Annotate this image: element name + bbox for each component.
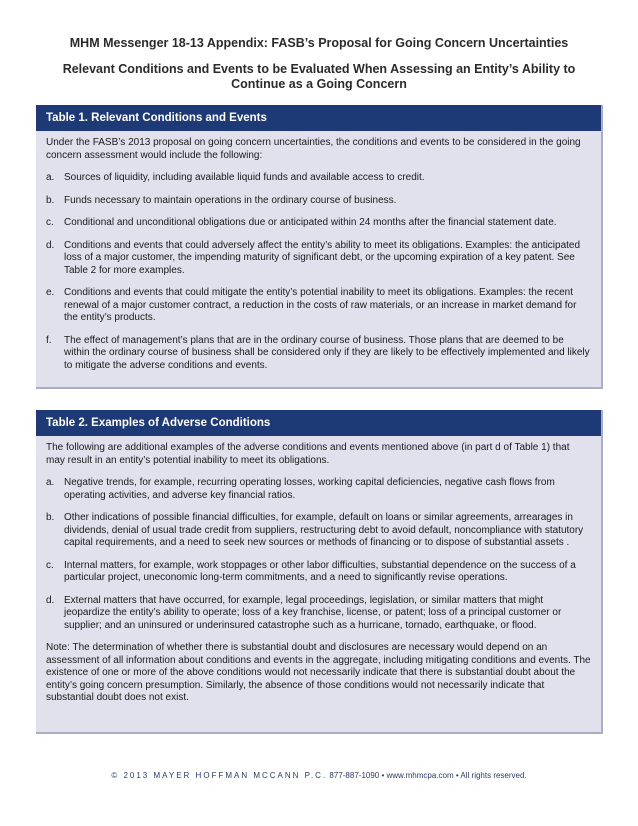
table-2-body: [36, 436, 601, 705]
list-item-text: Funds necessary to maintain operations in the ordinary course of business.: [64, 194, 397, 206]
contact-text: 877-887-1090 • www.mhmcpa.com • All rights reserved.: [329, 771, 527, 780]
page-footer: [0, 771, 638, 780]
table-1-heading: Table 1. Relevant Conditions and Events: [36, 105, 601, 131]
list-item: [46, 595, 591, 633]
page-subtitle: [0, 62, 638, 92]
list-item-text: Internal matters, for example, work stoppages or other labor difficulties, substantial dependence on the success of a particular project, uneconomic long-term commitments, and a need to significantly revise operations.: [64, 559, 576, 583]
list-item-text: Conditions and events that could adversely affect the entity’s ability to meet its obligations. Examples: the anticipated loss of a major customer, the impending maturity of significant debt, or the upcoming expiration of a key patent. See Table 2 for more examples.: [64, 239, 581, 276]
list-item-letter: a.: [46, 172, 55, 183]
list-item-letter: f.: [46, 334, 52, 346]
list-item-letter: c.: [46, 217, 54, 228]
table-2-heading: Table 2. Examples of Adverse Conditions: [36, 410, 601, 436]
list-item-text: Conditional and unconditional obligations due or anticipated within 24 months after the financial statement date.: [64, 217, 557, 228]
list-item-letter: c.: [46, 559, 54, 571]
table-1-intro: Under the FASB’s 2013 proposal on going concern uncertainties, the conditions and events to be considered in the going concern assessment would include the following:: [46, 137, 581, 161]
table-2-intro: The following are additional examples of the adverse conditions and events mentioned above (in part d of Table 1) that may result in an entity’s potential inability to meet its obligations.: [46, 442, 570, 466]
list-item-letter: a.: [46, 477, 55, 488]
list-item: [46, 560, 591, 585]
list-item: [46, 240, 591, 278]
table-2-note: Note: The determination of whether there is substantial doubt and disclosures are necessary would depend on an assessment of all information about conditions and events in the aggregate, including mitigating conditions and events. The existence of one or more of the above conditions would not necessarily indicate that there is substantial doubt about the entity’s going concern presumption. Similarly, the absence of those conditions would not necessarily indicate that substantial doubt does not exist.: [46, 642, 591, 703]
list-item-text: The effect of management’s plans that are in the ordinary course of business. Those plans that are deemed to be within the ordinary course of business shall be considered only if they are likely to be effectively implemented and likely to mitigate the adverse conditions and events.: [64, 334, 590, 371]
table-2-panel: [36, 410, 603, 734]
table-1-panel: [36, 105, 603, 389]
list-item: [46, 172, 591, 185]
list-item-letter: d.: [46, 594, 55, 606]
list-item-letter: b.: [46, 512, 55, 523]
copyright-text: © 2013 MAYER HOFFMAN MCCANN P.C.: [111, 771, 328, 780]
list-item: [46, 217, 591, 230]
list-item-text: Other indications of possible financial difficulties, for example, default on loans or similar agreements, arrearages in dividends, denial of usual trade credit from suppliers, restructuring debt to avoid default, noncompliance with statutory capital requirements, and a need to seek new sources or methods of financing or to dispose of substantial assets .: [64, 512, 584, 548]
list-item: [46, 195, 591, 208]
list-item-letter: e.: [46, 287, 55, 298]
page-subtitle-line-2: Continue as a Going Concern: [231, 77, 407, 91]
list-item-letter: b.: [46, 194, 55, 206]
table-1-body: [36, 131, 601, 372]
list-item: [46, 477, 591, 502]
list-item: [46, 287, 591, 325]
list-item-text: Conditions and events that could mitigate the entity’s potential inability to meet its obligations. Examples: the recent renewal of a major customer contract, a reduction in the costs of raw materials, or an increase in market demand for the entity’s products.: [64, 287, 577, 323]
page-title: MHM Messenger 18-13 Appendix: FASB’s Proposal for Going Concern Uncertainties: [69, 36, 569, 50]
page-subtitle-line-1: Relevant Conditions and Events to be Evaluated When Assessing an Entity’s Ability to: [62, 62, 576, 76]
list-item-text: Negative trends, for example, recurring operating losses, working capital deficiencies, negative cash flows from operating activities, and adverse key financial ratios.: [64, 477, 555, 501]
list-item-text: External matters that have occurred, for example, legal proceedings, legislation, or similar matters that might jeopardize the entity’s ability to operate; loss of a key franchise, license, or patent; loss of a principal customer or supplier; and an uninsured or underinsured catastrophe such as a hurricane, tornado, earthquake, or flood.: [64, 594, 562, 631]
list-item-letter: d.: [46, 239, 55, 251]
list-item-text: Sources of liquidity, including available liquid funds and available access to credit.: [64, 172, 425, 183]
list-item: [46, 335, 591, 373]
list-item: [46, 512, 591, 550]
